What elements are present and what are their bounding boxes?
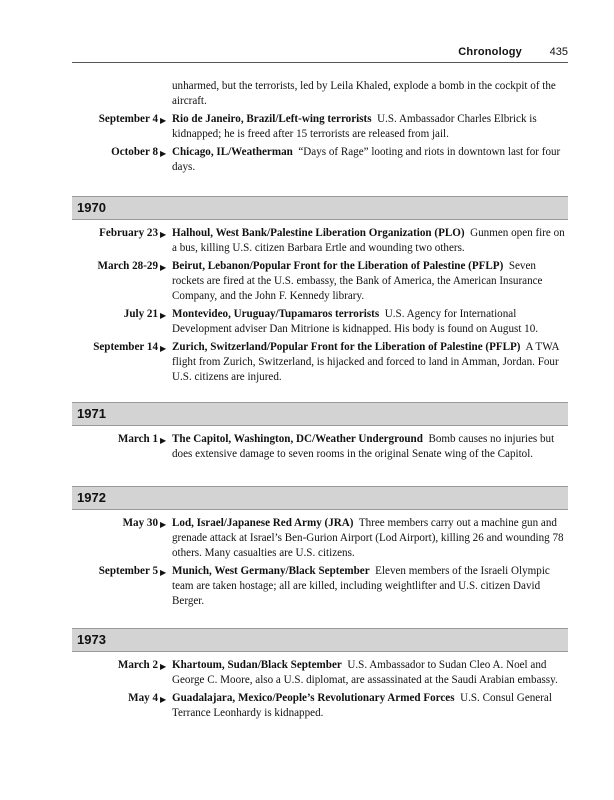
entries-1971 xyxy=(0,432,614,462)
arrow-icon: ▶ xyxy=(160,230,167,239)
entry-date: September 4 xyxy=(98,113,158,125)
entry-description: “Days of Rage” looting and riots in downtown last for four days. xyxy=(172,146,561,173)
entry-heading: Munich, West Germany/Black September xyxy=(172,565,370,577)
year-heading: 1972 xyxy=(77,490,106,505)
list-item xyxy=(0,112,614,142)
arrow-icon: ▶ xyxy=(160,662,167,671)
entry-text xyxy=(172,340,565,385)
year-heading: 1971 xyxy=(77,406,106,421)
entry-date: May 4 xyxy=(128,692,158,704)
arrow-icon: ▶ xyxy=(160,520,167,529)
entry-description: Three members carry out a machine gun and grenade attack at Israel’s Ben-Gurion Airport (Lod Airport), killing 26 and wounding 78 others. Many casualties are U.S. citizens. xyxy=(172,517,564,559)
entry-description: A TWA flight from Zurich, Switzerland, is hijacked and forced to land in Amman, Jordan. Four U.S. citizens are injured. xyxy=(172,341,559,383)
list-item xyxy=(0,516,614,561)
entry-description: Bomb causes no injuries but does extensive damage to seven rooms in the original Senate wing of the Capitol. xyxy=(172,433,555,460)
list-item xyxy=(0,226,614,256)
list-item xyxy=(0,691,614,721)
entry-text xyxy=(172,259,565,304)
arrow-icon: ▶ xyxy=(160,149,167,158)
entry-date: September 14 xyxy=(93,341,158,353)
entry-text xyxy=(172,432,565,462)
entries-1972 xyxy=(0,516,614,609)
entry-description: Gunmen open fire on a bus, killing U.S. citizen Barbara Ertle and wounding two others. xyxy=(172,227,565,254)
year-bar-1971 xyxy=(72,402,568,426)
running-header xyxy=(72,44,568,63)
list-item xyxy=(0,145,614,175)
entry-text xyxy=(172,691,565,721)
year-bar-1973 xyxy=(72,628,568,652)
section-title: Chronology xyxy=(458,46,522,58)
arrow-icon: ▶ xyxy=(160,116,167,125)
entry-text xyxy=(172,307,565,337)
entry-heading: Khartoum, Sudan/Black September xyxy=(172,659,342,671)
arrow-icon: ▶ xyxy=(160,311,167,320)
entry-description: Seven rockets are fired at the U.S. embassy, the Bank of America, the American Insurance Company, and the John F. Kennedy library. xyxy=(172,260,543,302)
list-item xyxy=(0,564,614,609)
arrow-icon: ▶ xyxy=(160,436,167,445)
arrow-icon: ▶ xyxy=(160,695,167,704)
entry-text xyxy=(172,112,565,142)
continuation-text: unharmed, but the terrorists, led by Leila Khaled, explode a bomb in the cockpit of the aircraft. xyxy=(172,80,556,107)
list-item xyxy=(0,307,614,337)
entry-heading: Rio de Janeiro, Brazil/Left-wing terrorists xyxy=(172,113,372,125)
year-heading: 1970 xyxy=(77,200,106,215)
entry-description: U.S. Ambassador Charles Elbrick is kidnapped; he is freed after 15 terrorists are released from jail. xyxy=(172,113,537,140)
entry-description: U.S. Agency for International Development adviser Dan Mitrione is kidnapped. His body is found on August 10. xyxy=(172,308,539,335)
arrow-icon: ▶ xyxy=(160,568,167,577)
entries-1973 xyxy=(0,658,614,721)
entry-description: U.S. Consul General Terrance Leonhardy is kidnapped. xyxy=(172,692,552,719)
entry-text xyxy=(172,145,565,175)
entry-date: July 21 xyxy=(123,308,158,320)
entries-1969 xyxy=(0,79,614,175)
year-heading: 1973 xyxy=(77,632,106,647)
entry-heading: Guadalajara, Mexico/People’s Revolutionary Armed Forces xyxy=(172,692,455,704)
arrow-icon: ▶ xyxy=(160,344,167,353)
entry-heading: Lod, Israel/Japanese Red Army (JRA) xyxy=(172,517,354,529)
entry-date: October 8 xyxy=(111,146,158,158)
entry-heading: Halhoul, West Bank/Palestine Liberation Organization (PLO) xyxy=(172,227,465,239)
continuation-entry xyxy=(0,79,614,109)
list-item xyxy=(0,432,614,462)
entry-date: September 5 xyxy=(98,565,158,577)
entry-description: U.S. Ambassador to Sudan Cleo A. Noel and George C. Moore, also a U.S. diplomat, are assassinated at the Saudi Arabian embassy. xyxy=(172,659,558,686)
entry-date: March 2 xyxy=(117,659,158,671)
list-item xyxy=(0,340,614,385)
entry-heading: Zurich, Switzerland/Popular Front for the Liberation of Palestine (PFLP) xyxy=(172,341,521,353)
entry-date: March 28-29 xyxy=(97,260,158,272)
page-number: 435 xyxy=(549,46,568,58)
entry-text xyxy=(172,658,565,688)
entry-heading: Beirut, Lebanon/Popular Front for the Liberation of Palestine (PFLP) xyxy=(172,260,504,272)
entry-date: February 23 xyxy=(99,227,158,239)
list-item xyxy=(0,658,614,688)
arrow-icon: ▶ xyxy=(160,263,167,272)
year-bar-1970 xyxy=(72,196,568,220)
entry-date: March 1 xyxy=(117,433,158,445)
entry-text xyxy=(172,226,565,256)
entry-heading: The Capitol, Washington, DC/Weather Underground xyxy=(172,433,423,445)
entry-date: May 30 xyxy=(122,517,158,529)
list-item xyxy=(0,259,614,304)
year-bar-1972 xyxy=(72,486,568,510)
entry-text xyxy=(172,516,565,561)
entry-text xyxy=(172,564,565,609)
entries-1970 xyxy=(0,226,614,385)
entry-description: Eleven members of the Israeli Olympic team are taken hostage; all are killed, including weightlifter and U.S. citizen David Berger. xyxy=(172,565,550,607)
entry-heading: Chicago, IL/Weatherman xyxy=(172,146,293,158)
entry-heading: Montevideo, Uruguay/Tupamaros terrorists xyxy=(172,308,380,320)
